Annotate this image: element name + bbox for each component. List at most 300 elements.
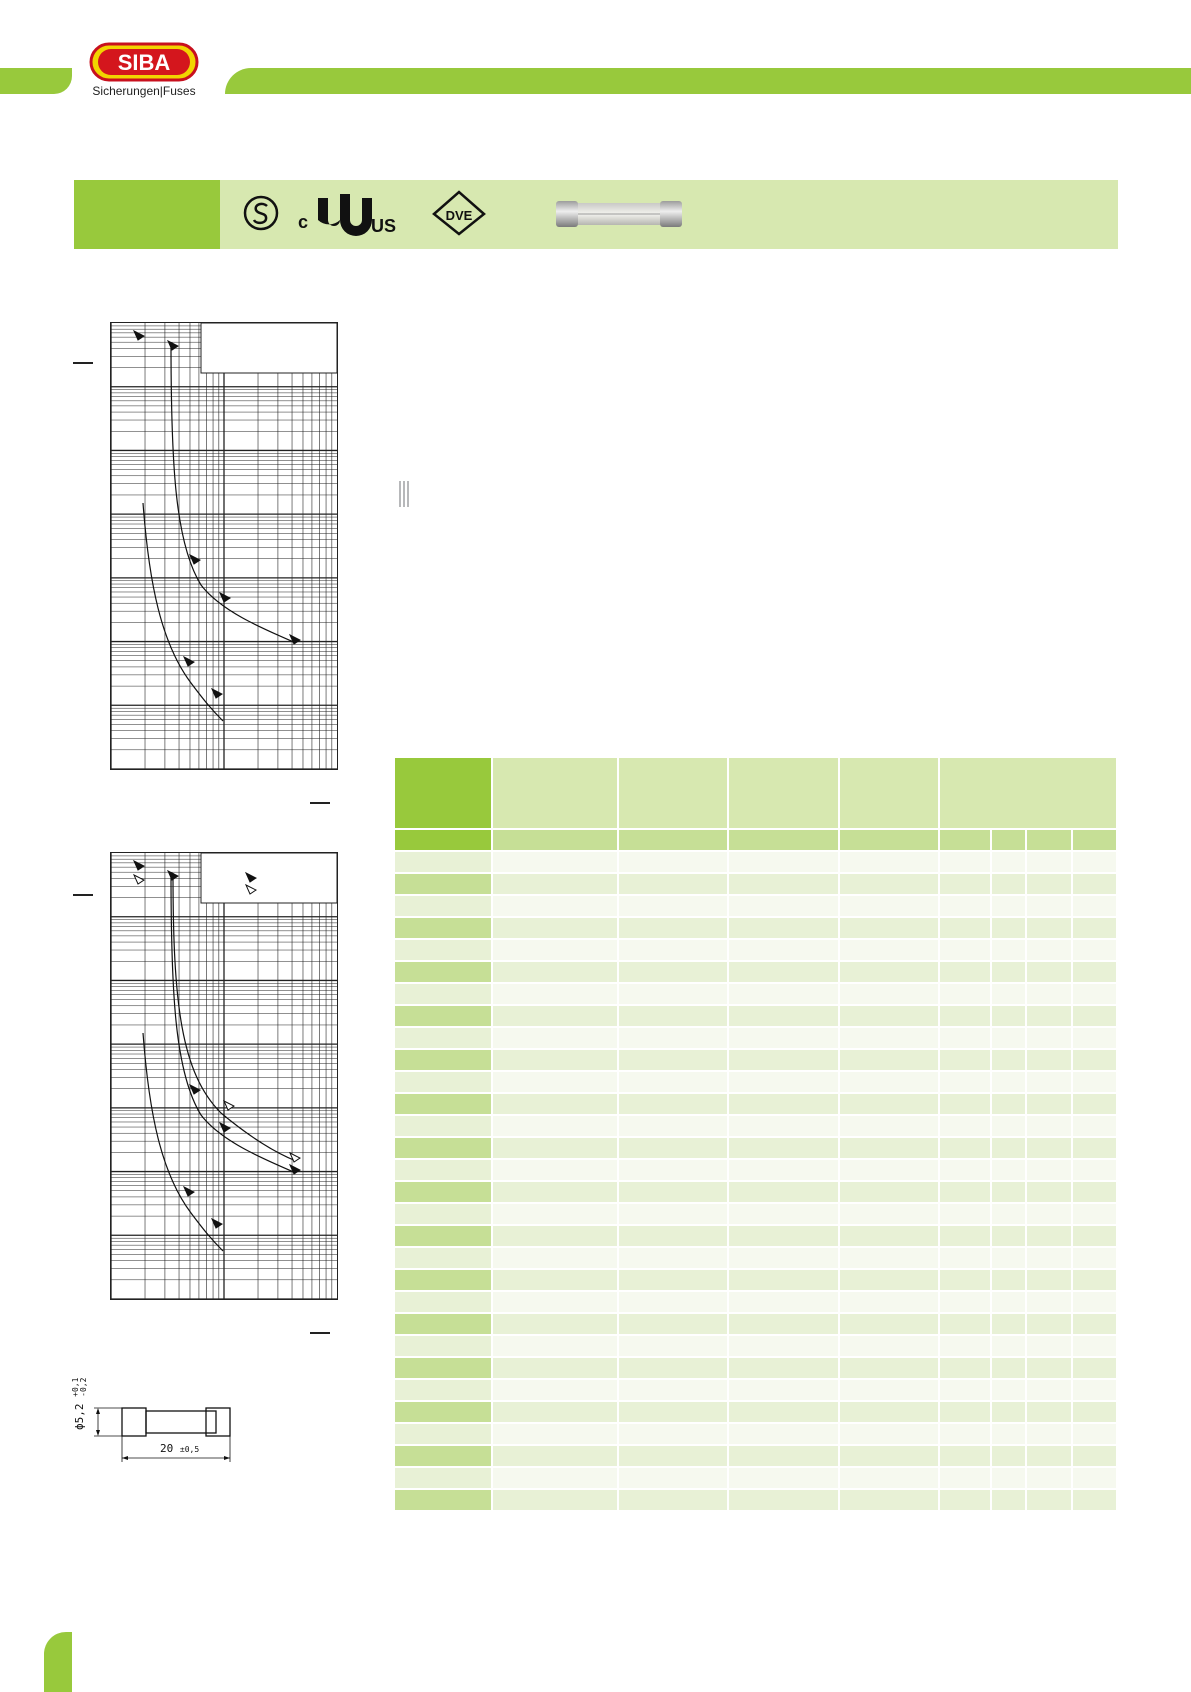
main-table-cell (992, 852, 1026, 872)
chart2-x-tick (310, 1332, 330, 1334)
main-table-cell (940, 1116, 989, 1136)
main-table-cell (395, 1116, 491, 1136)
main-table-cell (493, 962, 617, 982)
main-table-cell (940, 1204, 989, 1224)
curve-marker (290, 635, 300, 644)
main-table-cell (840, 1094, 939, 1114)
curve-marker (212, 689, 222, 698)
main-table-cell (1027, 1314, 1070, 1334)
main-table-cell (1027, 962, 1070, 982)
main-table-cell (840, 984, 939, 1004)
main-table-cell (493, 1006, 617, 1026)
main-table-cell (940, 874, 989, 894)
main-table-cell (1073, 1336, 1116, 1356)
main-table-cell (619, 1050, 727, 1070)
table1-header-cell (403, 481, 405, 507)
main-table-cell (940, 1380, 989, 1400)
main-table-cell (493, 1094, 617, 1114)
main-table-cell (1073, 1072, 1116, 1092)
main-table-cell (992, 940, 1026, 960)
main-table-cell (840, 896, 939, 916)
main-table-cell (1073, 1314, 1116, 1334)
main-table-cell (992, 1314, 1026, 1334)
main-table-cell (840, 1424, 939, 1444)
table1-header-cell (399, 481, 401, 507)
main-table-cell (619, 984, 727, 1004)
curve-marker (190, 1085, 200, 1094)
main-table-cell (840, 1204, 939, 1224)
main-table-cell (1027, 896, 1070, 916)
diameter-dimension-label (72, 1378, 88, 1430)
main-table-cell (493, 1292, 617, 1312)
main-header-cell (729, 758, 837, 828)
main-table-cell (992, 1336, 1026, 1356)
main-table-cell (729, 1094, 837, 1114)
main-table-cell (840, 1358, 939, 1378)
main-table-cell (840, 1270, 939, 1290)
main-table-cell (1027, 1358, 1070, 1378)
main-table-cell (395, 1226, 491, 1246)
main-table-cell (619, 1028, 727, 1048)
main-header-cell (940, 758, 1116, 828)
curve-marker (184, 1187, 194, 1196)
main-table-cell (493, 940, 617, 960)
main-table-cell (493, 1468, 617, 1488)
main-table-cell (992, 1402, 1026, 1422)
svg-text:c: c (298, 212, 309, 232)
main-table-cell (619, 1160, 727, 1180)
main-table-cell (992, 1028, 1026, 1048)
main-table-cell (1073, 940, 1116, 960)
curve-marker-open (290, 1153, 300, 1162)
main-table-cell (940, 1094, 989, 1114)
main-table-cell (1027, 1248, 1070, 1268)
main-table-cell (1027, 1490, 1070, 1510)
main-table-cell (395, 984, 491, 1004)
length-tolerance: ±0,5 (179, 1445, 200, 1454)
main-table-cell (395, 1138, 491, 1158)
main-table-cell (1073, 984, 1116, 1004)
main-table-cell (1027, 1270, 1070, 1290)
main-table-cell (940, 984, 989, 1004)
main-table-cell (1073, 1446, 1116, 1466)
main-table-cell (992, 1358, 1026, 1378)
main-table-cell (1073, 1358, 1116, 1378)
main-table-cell (493, 1270, 617, 1290)
curve-marker (190, 555, 200, 564)
main-table-cell (395, 1182, 491, 1202)
main-table-cell (619, 1116, 727, 1136)
main-table-cell (729, 1116, 837, 1136)
main-table-cell (1027, 1468, 1070, 1488)
curve-marker (220, 1123, 230, 1132)
curve-marker-open (134, 875, 144, 884)
main-table-cell (940, 1182, 989, 1202)
main-table-cell (395, 1094, 491, 1114)
ratings-main-table (393, 756, 1118, 1512)
main-table-cell (619, 1380, 727, 1400)
main-table-cell (840, 918, 939, 938)
main-table-cell (619, 1292, 727, 1312)
main-table-cell (940, 918, 989, 938)
main-table-cell (1073, 1204, 1116, 1224)
main-table-cell (940, 1006, 989, 1026)
main-table-cell (992, 1248, 1026, 1268)
main-table-cell (840, 1160, 939, 1180)
main-table-cell (619, 1138, 727, 1158)
siba-logo (89, 42, 199, 100)
main-table-cell (395, 1380, 491, 1400)
main-table-cell (840, 874, 939, 894)
main-table-cell (940, 1160, 989, 1180)
main-table-cell (729, 1160, 837, 1180)
main-subheader-cell (729, 830, 837, 850)
main-table-cell (1027, 874, 1070, 894)
main-table-cell (940, 1490, 989, 1510)
main-subheader-cell (1073, 830, 1116, 850)
main-table-cell (395, 1006, 491, 1026)
main-table-cell (1073, 1292, 1116, 1312)
main-table-cell (493, 1314, 617, 1334)
chart-legend-box (201, 323, 337, 373)
main-table-cell (619, 1226, 727, 1246)
main-table-cell (1073, 874, 1116, 894)
main-table-cell (493, 1380, 617, 1400)
main-table-cell (992, 1380, 1026, 1400)
main-table-cell (493, 1072, 617, 1092)
main-table-cell (729, 1226, 837, 1246)
main-table-cell (729, 1468, 837, 1488)
main-table-cell (729, 1028, 837, 1048)
main-table-cell (1073, 1182, 1116, 1202)
main-table-cell (493, 1204, 617, 1224)
main-table-cell (729, 1358, 837, 1378)
main-header-cell (619, 758, 727, 828)
main-table-cell (1073, 1468, 1116, 1488)
main-table-cell (729, 984, 837, 1004)
main-table-cell (992, 1204, 1026, 1224)
main-table-cell (940, 1292, 989, 1312)
main-table-cell (940, 1446, 989, 1466)
main-table-cell (729, 1248, 837, 1268)
curve-marker (220, 593, 230, 602)
header-bar-right (225, 68, 1191, 94)
main-table-cell (493, 1182, 617, 1202)
main-table-cell (395, 1314, 491, 1334)
main-table-cell (992, 1072, 1026, 1092)
main-table-cell (1027, 1446, 1070, 1466)
main-table-cell (395, 1248, 491, 1268)
main-table-cell (992, 1050, 1026, 1070)
page-corner-tab (44, 1632, 72, 1692)
main-table-cell (395, 1358, 491, 1378)
main-table-cell (1027, 852, 1070, 872)
main-table-cell (940, 1270, 989, 1290)
main-table-cell (1027, 1336, 1070, 1356)
main-table-cell (940, 1050, 989, 1070)
main-table-cell (493, 1160, 617, 1180)
main-table-cell (940, 1336, 989, 1356)
main-table-cell (992, 1468, 1026, 1488)
length-value: 20 (160, 1442, 174, 1455)
main-table-cell (1073, 962, 1116, 982)
main-header-cell (840, 758, 939, 828)
main-table-cell (1073, 1270, 1116, 1290)
main-table-cell (395, 1270, 491, 1290)
diameter-tol-plus: +0,1 (71, 1377, 80, 1397)
main-table-cell (1027, 1028, 1070, 1048)
main-table-cell (1073, 1028, 1116, 1048)
main-table-cell (992, 1292, 1026, 1312)
main-table-cell (395, 1292, 491, 1312)
main-table-cell (395, 918, 491, 938)
main-table-cell (395, 1468, 491, 1488)
diameter-value: ϕ5,2 (73, 1403, 86, 1430)
main-table-cell (992, 984, 1026, 1004)
main-table-cell (1027, 1402, 1070, 1422)
main-table-cell (992, 1270, 1026, 1290)
svg-text:US: US (371, 216, 397, 236)
main-table-cell (840, 1380, 939, 1400)
main-table-cell (395, 962, 491, 982)
chart-legend-box (201, 853, 337, 903)
main-table-cell (940, 1424, 989, 1444)
main-table-cell (493, 874, 617, 894)
main-table-cell (940, 1138, 989, 1158)
main-table-cell (729, 1270, 837, 1290)
main-table-cell (940, 940, 989, 960)
main-table-cell (1027, 1160, 1070, 1180)
main-table-cell (1027, 1006, 1070, 1026)
main-table-cell (940, 1028, 989, 1048)
main-table-cell (729, 1446, 837, 1466)
cul-us-icon (298, 190, 398, 241)
main-table-cell (1073, 1490, 1116, 1510)
main-table-cell (493, 852, 617, 872)
main-table-cell (1073, 1138, 1116, 1158)
main-table-cell (493, 1028, 617, 1048)
main-table-cell (840, 1314, 939, 1334)
main-table-cell (493, 1402, 617, 1422)
main-table-cell (619, 962, 727, 982)
main-table-cell (840, 1006, 939, 1026)
main-table-cell (729, 940, 837, 960)
main-table-cell (992, 1116, 1026, 1136)
main-table-cell (619, 1006, 727, 1026)
main-table-cell (1027, 1050, 1070, 1070)
main-table-cell (840, 1490, 939, 1510)
main-table-cell (395, 1160, 491, 1180)
main-table-cell (1073, 1006, 1116, 1026)
main-table-cell (940, 962, 989, 982)
main-table-cell (1027, 1116, 1070, 1136)
main-table-cell (992, 962, 1026, 982)
length-dimension-label (160, 1442, 199, 1455)
main-table-cell (1073, 852, 1116, 872)
main-table-cell (992, 1006, 1026, 1026)
fuse-dimension-drawing (71, 1377, 252, 1490)
main-table-cell (619, 896, 727, 916)
main-table-cell (840, 962, 939, 982)
main-table-cell (1073, 1226, 1116, 1246)
main-table-cell (729, 1182, 837, 1202)
main-table-cell (940, 896, 989, 916)
main-table-cell (395, 1204, 491, 1224)
curve-marker (134, 861, 144, 870)
main-table-cell (840, 1072, 939, 1092)
main-table-cell (395, 852, 491, 872)
main-table-cell (992, 918, 1026, 938)
main-table-cell (729, 1292, 837, 1312)
brand-tagline: Sicherungen|Fuses (92, 84, 196, 98)
main-table-cell (1027, 1380, 1070, 1400)
main-table-cell (992, 1094, 1026, 1114)
curve-marker-open (224, 1101, 234, 1110)
main-table-cell (840, 1292, 939, 1312)
main-table-cell (619, 918, 727, 938)
main-table-cell (1073, 1050, 1116, 1070)
main-table-cell (1073, 1248, 1116, 1268)
main-table-cell (840, 1182, 939, 1202)
main-subheader-cell (493, 830, 617, 850)
main-table-cell (619, 1424, 727, 1444)
main-table-cell (729, 1072, 837, 1092)
main-table-cell (1027, 1424, 1070, 1444)
main-table-cell (1073, 1094, 1116, 1114)
main-table-cell (729, 852, 837, 872)
main-table-cell (395, 940, 491, 960)
main-table-cell (395, 1050, 491, 1070)
main-table-cell (729, 1402, 837, 1422)
main-table-cell (493, 918, 617, 938)
main-table-cell (1073, 1160, 1116, 1180)
main-table-cell (940, 1402, 989, 1422)
time-current-chart-1 (110, 322, 338, 770)
main-table-cell (840, 1468, 939, 1488)
main-table-cell (619, 874, 727, 894)
main-table-cell (619, 1358, 727, 1378)
main-table-cell (729, 1336, 837, 1356)
main-table-cell (992, 1138, 1026, 1158)
main-table-cell (493, 1490, 617, 1510)
main-table-cell (619, 940, 727, 960)
main-subheader-cell (992, 830, 1026, 850)
main-table-cell (619, 1248, 727, 1268)
main-table-cell (1073, 1380, 1116, 1400)
main-table-cell (1073, 1116, 1116, 1136)
main-table-cell (992, 874, 1026, 894)
main-table-cell (729, 1138, 837, 1158)
main-table-cell (1073, 1402, 1116, 1422)
main-table-cell (940, 1072, 989, 1092)
main-table-cell (1027, 1138, 1070, 1158)
svg-text:SIBA: SIBA (117, 50, 171, 75)
main-table-cell (619, 1182, 727, 1202)
main-table-cell (619, 1468, 727, 1488)
main-table-cell (840, 1226, 939, 1246)
main-table-cell (840, 1050, 939, 1070)
main-table-cell (1027, 1182, 1070, 1202)
curve-marker (212, 1219, 222, 1228)
main-table-cell (1027, 984, 1070, 1004)
curve-marker (134, 331, 144, 340)
main-table-cell (493, 1138, 617, 1158)
curve-marker (290, 1165, 300, 1174)
main-table-cell (395, 1446, 491, 1466)
main-table-cell (619, 852, 727, 872)
chart2-y-tick (73, 894, 93, 896)
main-subheader-cell (619, 830, 727, 850)
main-table-cell (992, 1424, 1026, 1444)
fuse-photo (556, 199, 682, 234)
main-table-cell (619, 1446, 727, 1466)
main-table-cell (619, 1072, 727, 1092)
chart1-x-tick (310, 802, 330, 804)
header-bar-left (0, 68, 72, 94)
main-table-cell (619, 1204, 727, 1224)
main-table-cell (1027, 940, 1070, 960)
main-subheader-cell (395, 830, 491, 850)
main-table-cell (493, 1226, 617, 1246)
main-table-cell (940, 852, 989, 872)
main-table-cell (729, 1380, 837, 1400)
main-subheader-cell (840, 830, 939, 850)
main-table-cell (840, 852, 939, 872)
main-table-cell (992, 1160, 1026, 1180)
main-table-cell (493, 1116, 617, 1136)
main-table-cell (395, 1424, 491, 1444)
table1-header-cell (407, 481, 409, 507)
main-table-cell (493, 1358, 617, 1378)
main-table-cell (729, 962, 837, 982)
diameter-tol-minus: -0,2 (79, 1377, 88, 1397)
main-header-first (395, 758, 491, 828)
main-table-cell (1027, 918, 1070, 938)
main-table-cell (992, 1182, 1026, 1202)
main-table-cell (840, 1116, 939, 1136)
main-table-cell (1027, 1204, 1070, 1224)
main-table-cell (992, 1226, 1026, 1246)
main-table-cell (840, 1336, 939, 1356)
main-table-cell (493, 984, 617, 1004)
chart1-y-tick (73, 362, 93, 364)
main-subheader-cell (940, 830, 989, 850)
main-header-cell (493, 758, 617, 828)
main-table-cell (729, 1204, 837, 1224)
main-table-cell (840, 1446, 939, 1466)
main-table-cell (1073, 896, 1116, 916)
main-table-cell (395, 874, 491, 894)
main-table-cell (619, 1490, 727, 1510)
main-table-cell (1073, 918, 1116, 938)
main-table-cell (729, 874, 837, 894)
main-table-cell (395, 1336, 491, 1356)
main-table-cell (840, 1138, 939, 1158)
main-table-cell (840, 1028, 939, 1048)
main-table-cell (940, 1248, 989, 1268)
main-table-cell (1027, 1292, 1070, 1312)
main-table-cell (729, 1490, 837, 1510)
main-table-cell (1027, 1226, 1070, 1246)
main-table-cell (493, 1050, 617, 1070)
main-table-cell (395, 1072, 491, 1092)
time-current-chart-2 (110, 852, 338, 1300)
main-table-cell (940, 1358, 989, 1378)
main-table-cell (729, 1314, 837, 1334)
curve-marker (184, 657, 194, 666)
s-mark-icon (242, 194, 280, 237)
main-table-cell (729, 1050, 837, 1070)
